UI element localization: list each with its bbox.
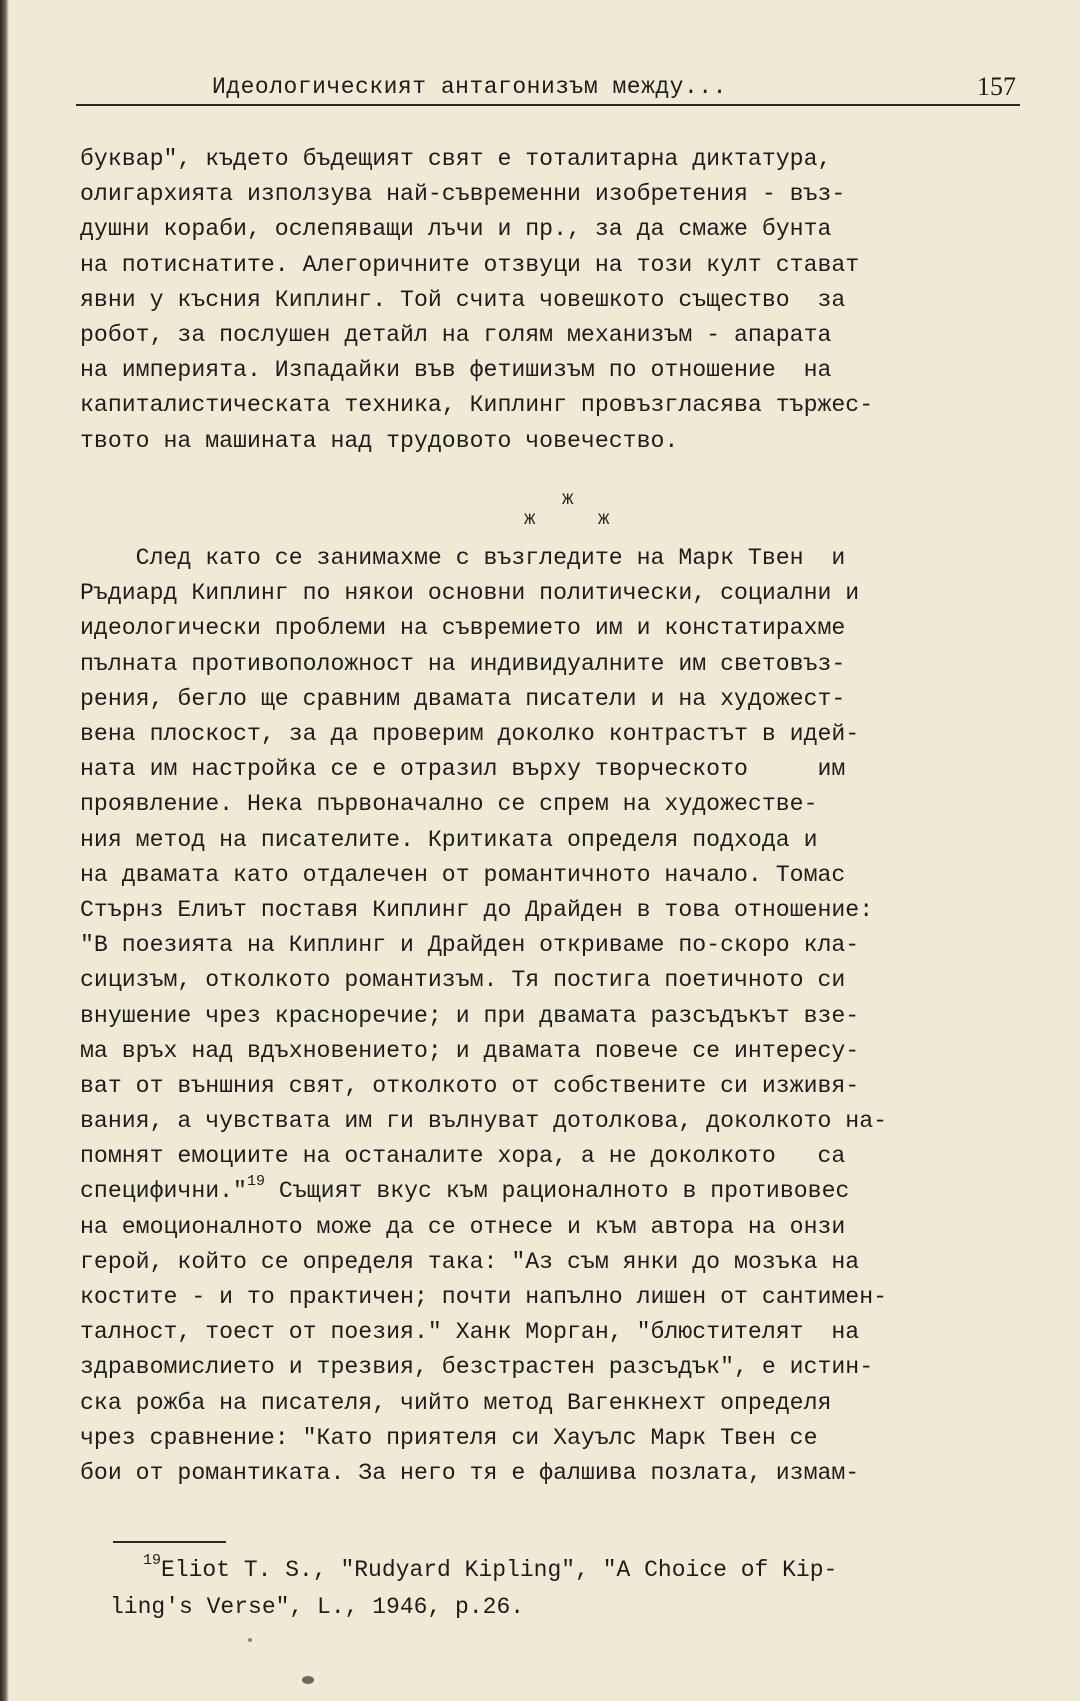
footnote-line bbox=[143, 1552, 1043, 1589]
footnote bbox=[110, 1552, 1043, 1626]
page-scan-edge bbox=[0, 0, 9, 1701]
text-fragment: Същият вкус към рационалното в противовес bbox=[265, 1178, 850, 1205]
text-line: твото на машината над трудовото човечество. bbox=[80, 427, 679, 454]
page-number: 157 bbox=[977, 72, 1016, 101]
running-title: Идеологическият антагонизъм между... bbox=[212, 74, 727, 100]
text-line: ват от външния свят, отколкото от собствените си изживя- bbox=[80, 1072, 860, 1099]
text-line: робот, за послушен детайл на голям механизъм - апарата bbox=[80, 321, 832, 348]
text-line: сицизъм, отколкото романтизъм. Тя постига поетичното си bbox=[80, 967, 846, 994]
text-line: явни у късния Киплинг. Той счита човешкото същество за bbox=[80, 286, 846, 313]
scan-speck bbox=[248, 1638, 252, 1642]
footnote-number: 19 bbox=[143, 1552, 162, 1569]
text-line: ния метод на писателите. Критиката определя подхода и bbox=[80, 826, 818, 853]
text-line: пълната противоположност на индивидуалните им световъз- bbox=[80, 650, 846, 677]
text-line: на емоционалното може да се отнесе и към автора на онзи bbox=[80, 1213, 846, 1240]
running-header bbox=[76, 70, 1020, 106]
text-line: чрез сравнение: "Като приятеля си Хауълс Марк Твен се bbox=[80, 1424, 818, 1451]
separator-mark: ж bbox=[524, 508, 536, 530]
section-separator bbox=[510, 488, 610, 532]
text-line: ма връх над вдъхновението; и двамата повече се интересу- bbox=[80, 1037, 860, 1064]
footnote-rule bbox=[113, 1541, 226, 1543]
text-line: проявление. Нека първоначално се спрем на художестве- bbox=[80, 791, 818, 818]
text-line: душни кораби, ослепяващи лъчи и пр., за да смаже бунта bbox=[80, 216, 832, 243]
text-line: помнят емоциите на останалите хора, а не доколкото са bbox=[80, 1143, 846, 1170]
separator-mark: ж bbox=[598, 508, 610, 530]
text-line: буквар", където бъдещият свят е тоталитарна диктатура, bbox=[80, 146, 832, 172]
text-line: герой, който се определя така: "Аз съм янки до мозъка на bbox=[80, 1248, 860, 1275]
text-line: "В поезията на Киплинг и Драйден откриваме по-скоро кла- bbox=[80, 932, 860, 959]
text-line: рения, бегло ще сравним двамата писатели и на художест- bbox=[80, 685, 846, 712]
text-line: на потиснатите. Алегоричните отзвуци на този култ стават bbox=[80, 251, 860, 278]
text-line: на империята. Изпадайки във фетишизъм по отношение на bbox=[80, 357, 832, 384]
text-line: вания, а чувствата им ги вълнуват дотолкова, доколкото на- bbox=[80, 1108, 888, 1135]
scan-speck bbox=[302, 1676, 314, 1684]
footnote-reference: 19 bbox=[246, 1173, 265, 1191]
text-line: олигархията използува най-съвременни изобретения - въз- bbox=[80, 181, 846, 208]
footnote-line: ling's Verse", L., 1946, p.26. bbox=[110, 1594, 525, 1620]
body-text bbox=[80, 142, 1040, 1491]
text-line: на двамата като отдалечен от романтичното начало. Томас bbox=[80, 861, 846, 888]
text-line: След като се занимахме с възгледите на Марк Твен и bbox=[80, 545, 846, 572]
text-line: ната им настройка се е отразил върху творческото им bbox=[80, 756, 846, 783]
text-line-with-footnote-ref bbox=[80, 1174, 1040, 1209]
text-line: костите - и то практичен; почти напълно лишен от сантимен- bbox=[80, 1284, 888, 1310]
text-line: ска рожба на писателя, чийто метод Вагенкнехт определя bbox=[80, 1389, 832, 1416]
text-line: талност, тоест от поезия." Ханк Морган, "блюстителят на bbox=[80, 1319, 860, 1346]
text-line: бои от романтиката. За него тя е фалшива позлата, измам- bbox=[80, 1459, 860, 1486]
text-line: капиталистическата техника, Киплинг провъзгласява тържес- bbox=[80, 392, 874, 419]
separator-mark: ж bbox=[562, 488, 574, 510]
text-line: Ръдиард Киплинг по някои основни политически, социални и bbox=[80, 580, 860, 607]
text-line: вена плоскост, за да проверим доколко контрастът в идей- bbox=[80, 721, 860, 747]
text-line: здравомислието и трезвия, безстрастен разсъдък", е истин- bbox=[80, 1354, 874, 1381]
text-fragment: специфични." bbox=[80, 1178, 247, 1205]
text-line: идеологически проблеми на съвремието им и констатирахме bbox=[80, 615, 846, 642]
footnote-text: Eliot T. S., "Rudyard Kipling", "A Choice of Kip- bbox=[161, 1557, 838, 1583]
text-line: Стърнз Елиът поставя Киплинг до Драйден в това отношение: bbox=[80, 896, 874, 923]
text-line: внушение чрез красноречие; и при двамата разсъдъкът взе- bbox=[80, 1002, 860, 1029]
header-rule bbox=[76, 104, 1020, 106]
